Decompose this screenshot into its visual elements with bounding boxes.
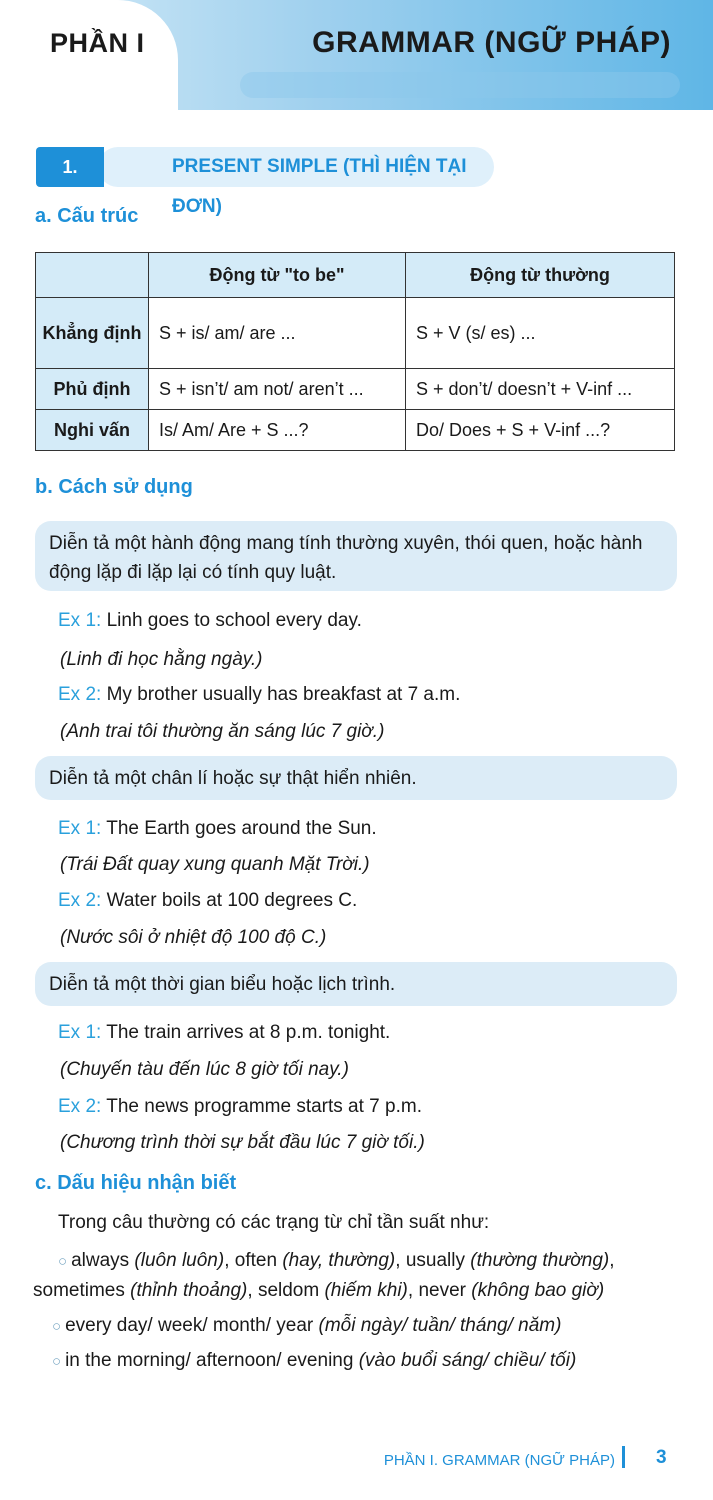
cell-ordinary: Do/ Does + S + V-inf ...? xyxy=(406,410,675,451)
section-title-background xyxy=(98,147,494,217)
signal-word: always xyxy=(71,1250,130,1271)
usage-description-2: Diễn tả một chân lí hoặc sự thật hiển nhiên. xyxy=(35,756,677,800)
footer-text: PHẦN I. GRAMMAR (NGỮ PHÁP) xyxy=(383,1452,615,1469)
part-title: GRAMMAR (NGỮ PHÁP) xyxy=(312,26,671,59)
cell-ordinary: S + don’t/ doesn’t + V-inf ... xyxy=(406,369,675,410)
cell-to-be: S + isn’t/ am not/ aren’t ... xyxy=(149,369,406,410)
signal-word: sometimes xyxy=(33,1280,125,1301)
example-line xyxy=(58,818,377,840)
example-text: Linh goes to school every day. xyxy=(106,610,362,631)
table-row xyxy=(36,369,675,410)
signal-line: sometimes (thỉnh thoảng), seldom (hiếm khi), never (không bao giờ) xyxy=(33,1280,605,1301)
table-header-ordinary: Động từ thường xyxy=(406,253,675,298)
example-translation: (Chương trình thời sự bắt đầu lúc 7 giờ tối.) xyxy=(60,1132,425,1153)
section-number: 1. xyxy=(36,147,104,187)
example-label: Ex 2: xyxy=(58,890,102,911)
signal-translation: (hiếm khi) xyxy=(324,1280,408,1301)
example-label: Ex 1: xyxy=(58,818,102,839)
signal-translation: (không bao giờ) xyxy=(471,1280,605,1301)
example-translation: (Anh trai tôi thường ăn sáng lúc 7 giờ.) xyxy=(60,721,385,742)
row-label: Phủ định xyxy=(36,369,149,410)
example-label: Ex 1: xyxy=(58,1022,102,1043)
example-line xyxy=(58,684,460,706)
signal-word: every day/ week/ month/ year xyxy=(65,1315,314,1336)
example-label: Ex 2: xyxy=(58,684,102,705)
table-header-to-be: Động từ "to be" xyxy=(149,253,406,298)
cell-ordinary: S + V (s/ es) ... xyxy=(406,298,675,369)
example-text: The Earth goes around the Sun. xyxy=(106,818,377,839)
signal-translation: (hay, thường) xyxy=(282,1250,396,1271)
usage-description-1: Diễn tả một hành động mang tính thường xuyên, thói quen, hoặc hành động lặp đi lặp lại có tính quy luật. xyxy=(35,521,677,591)
example-text: My brother usually has breakfast at 7 a.m. xyxy=(106,684,461,705)
example-line xyxy=(58,610,362,632)
example-line xyxy=(58,890,357,912)
bullet-icon: ○ xyxy=(52,1353,62,1370)
example-text: The train arrives at 8 p.m. tonight. xyxy=(106,1022,391,1043)
header-decoration xyxy=(240,72,680,98)
bullet-icon: ○ xyxy=(52,1318,62,1335)
example-label: Ex 1: xyxy=(58,610,102,631)
signal-line: ○ always (luôn luôn), often (hay, thường), usually (thường thường), xyxy=(58,1250,615,1271)
signal-word: never xyxy=(418,1280,466,1301)
example-line xyxy=(58,1096,422,1118)
signal-word: in the morning/ afternoon/ evening xyxy=(65,1350,354,1371)
signals-intro: Trong câu thường có các trạng từ chỉ tần suất như: xyxy=(58,1212,490,1233)
example-text: The news programme starts at 7 p.m. xyxy=(106,1096,422,1117)
table-header-empty xyxy=(36,253,149,298)
example-translation: (Nước sôi ở nhiệt độ 100 độ C.) xyxy=(60,927,327,948)
signal-translation: (mỗi ngày/ tuần/ tháng/ năm) xyxy=(318,1315,562,1336)
usage-description-3: Diễn tả một thời gian biểu hoặc lịch trình. xyxy=(35,962,677,1006)
page-header xyxy=(0,0,713,110)
signal-line xyxy=(52,1350,576,1372)
signals-heading: c. Dấu hiệu nhận biết xyxy=(35,1172,237,1194)
signal-translation: (vào buổi sáng/ chiều/ tối) xyxy=(358,1350,577,1371)
example-text: Water boils at 100 degrees C. xyxy=(106,890,358,911)
cell-to-be: S + is/ am/ are ... xyxy=(149,298,406,369)
bullet-icon: ○ xyxy=(58,1253,68,1270)
usage-heading: b. Cách sử dụng xyxy=(35,476,193,498)
cell-to-be: Is/ Am/ Are + S ...? xyxy=(149,410,406,451)
example-line xyxy=(58,1022,390,1044)
structure-table xyxy=(35,252,675,451)
example-translation: (Chuyến tàu đến lúc 8 giờ tối nay.) xyxy=(60,1059,349,1080)
row-label: Khẳng định xyxy=(36,298,149,369)
table-row xyxy=(36,410,675,451)
row-label: Nghi vấn xyxy=(36,410,149,451)
signal-word: seldom xyxy=(257,1280,320,1301)
example-translation: (Linh đi học hằng ngày.) xyxy=(60,649,263,670)
table-header-row xyxy=(36,253,675,298)
page-number: 3 xyxy=(656,1447,667,1468)
signal-translation: (thường thường) xyxy=(470,1250,610,1271)
signal-word: usually xyxy=(405,1250,465,1271)
part-label: PHẦN I xyxy=(50,28,145,58)
section-title: PRESENT SIMPLE (THÌ HIỆN TẠI ĐƠN) xyxy=(172,156,467,217)
signal-line xyxy=(52,1315,561,1337)
signal-translation: (thỉnh thoảng) xyxy=(130,1280,248,1301)
table-row xyxy=(36,298,675,369)
structure-heading: a. Cấu trúc xyxy=(35,205,139,227)
example-translation: (Trái Đất quay xung quanh Mặt Trời.) xyxy=(60,854,370,875)
example-label: Ex 2: xyxy=(58,1096,102,1117)
signal-translation: (luôn luôn) xyxy=(134,1250,225,1271)
signal-word: often xyxy=(234,1250,278,1271)
footer-divider xyxy=(622,1446,625,1468)
